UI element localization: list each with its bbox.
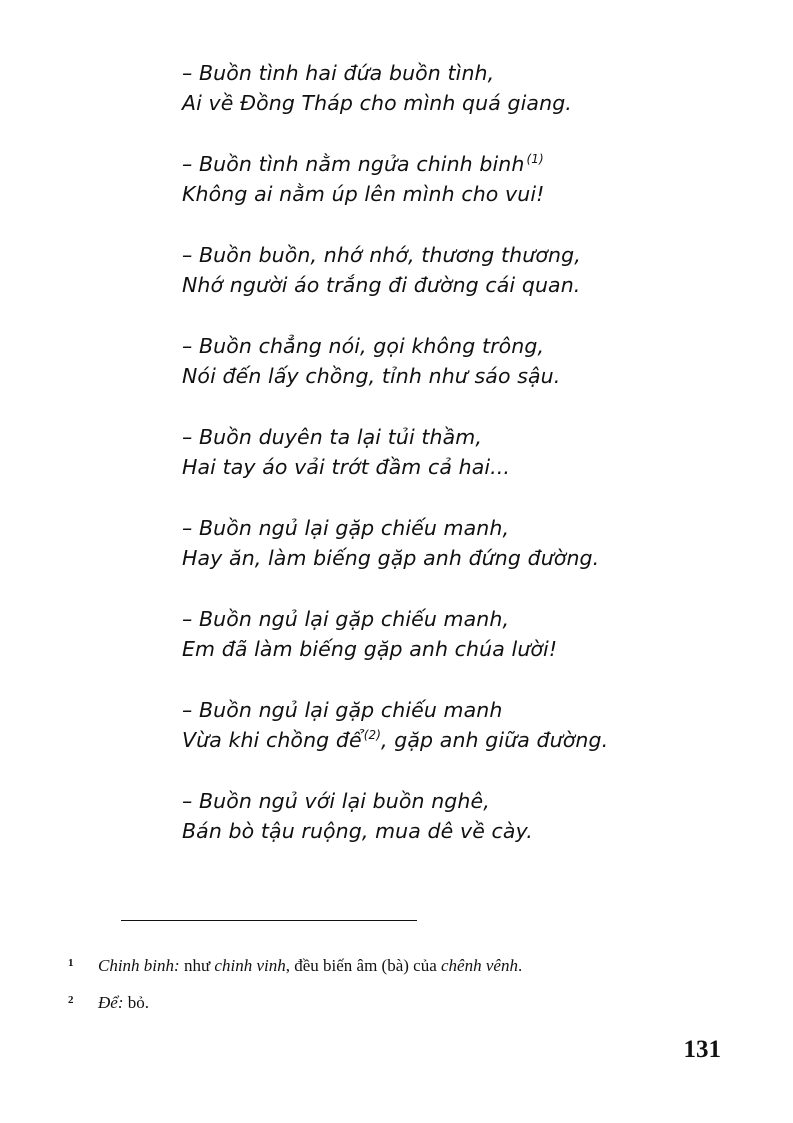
page-number: 131 [683, 1036, 721, 1063]
poem [182, 58, 742, 877]
verse-text: , gặp anh giữa đường. [381, 728, 609, 752]
footnote-text: bỏ. [123, 993, 149, 1012]
footnote-term: Chinh binh: [98, 956, 180, 975]
verse-line [182, 725, 742, 755]
footnote [68, 983, 748, 1020]
stanza [182, 58, 742, 118]
verse-line: Nói đến lấy chồng, tỉnh như sáo sậu. [182, 364, 561, 388]
stanza [182, 331, 742, 391]
stanza [182, 422, 742, 482]
stanza [182, 240, 742, 300]
footnote-text: . [517, 956, 523, 975]
footnote-ref: (2) [363, 728, 382, 742]
stanza [182, 786, 742, 846]
verse-line: Hay ăn, làm biếng gặp anh đứng đường. [182, 546, 600, 570]
verse-line: Không ai nằm úp lên mình cho vui! [182, 182, 545, 206]
footnotes [68, 946, 748, 1020]
verse-line: Ai về Đồng Tháp cho mình quá giang. [182, 91, 572, 115]
footnote-ref: (1) [526, 152, 544, 166]
verse-line: Hai tay áo vải trớt đầm cả hai... [182, 455, 511, 479]
verse-line [182, 149, 742, 179]
footnote-number: 2 [68, 994, 74, 1006]
verse-line: – Buồn duyên ta lại tủi thầm, [182, 425, 482, 449]
footnote [68, 946, 748, 983]
verse-text: Vừa khi chồng để [182, 728, 362, 752]
verse-line: – Buồn ngủ lại gặp chiếu manh [182, 698, 503, 722]
verse-line: Nhớ người áo trắng đi đường cái quan. [182, 273, 581, 297]
footnote-term: chênh vênh [441, 956, 518, 975]
verse-text: – Buồn tình nằm ngửa chinh binh [182, 152, 525, 176]
footnote-divider [121, 920, 417, 921]
footnote-text: , đều biến âm (bà) của [285, 956, 442, 975]
verse-line: – Buồn buồn, nhớ nhớ, thương thương, [182, 243, 581, 267]
stanza [182, 149, 742, 209]
footnote-term: chinh vinh [214, 956, 286, 975]
verse-line: – Buồn ngủ lại gặp chiếu manh, [182, 607, 510, 631]
verse-line: – Buồn ngủ lại gặp chiếu manh, [182, 516, 510, 540]
stanza [182, 604, 742, 664]
verse-line: – Buồn chẳng nói, gọi không trông, [182, 334, 545, 358]
stanza [182, 513, 742, 573]
verse-line: Bán bò tậu ruộng, mua dê về cày. [182, 819, 533, 843]
footnote-term: Để: [98, 993, 124, 1012]
stanza [182, 695, 742, 755]
footnote-text: như [179, 956, 215, 975]
verse-line: – Buồn ngủ với lại buồn nghê, [182, 789, 490, 813]
footnote-number: 1 [68, 957, 74, 969]
verse-line: – Buồn tình hai đứa buồn tình, [182, 61, 495, 85]
verse-line: Em đã làm biếng gặp anh chúa lười! [182, 637, 558, 661]
